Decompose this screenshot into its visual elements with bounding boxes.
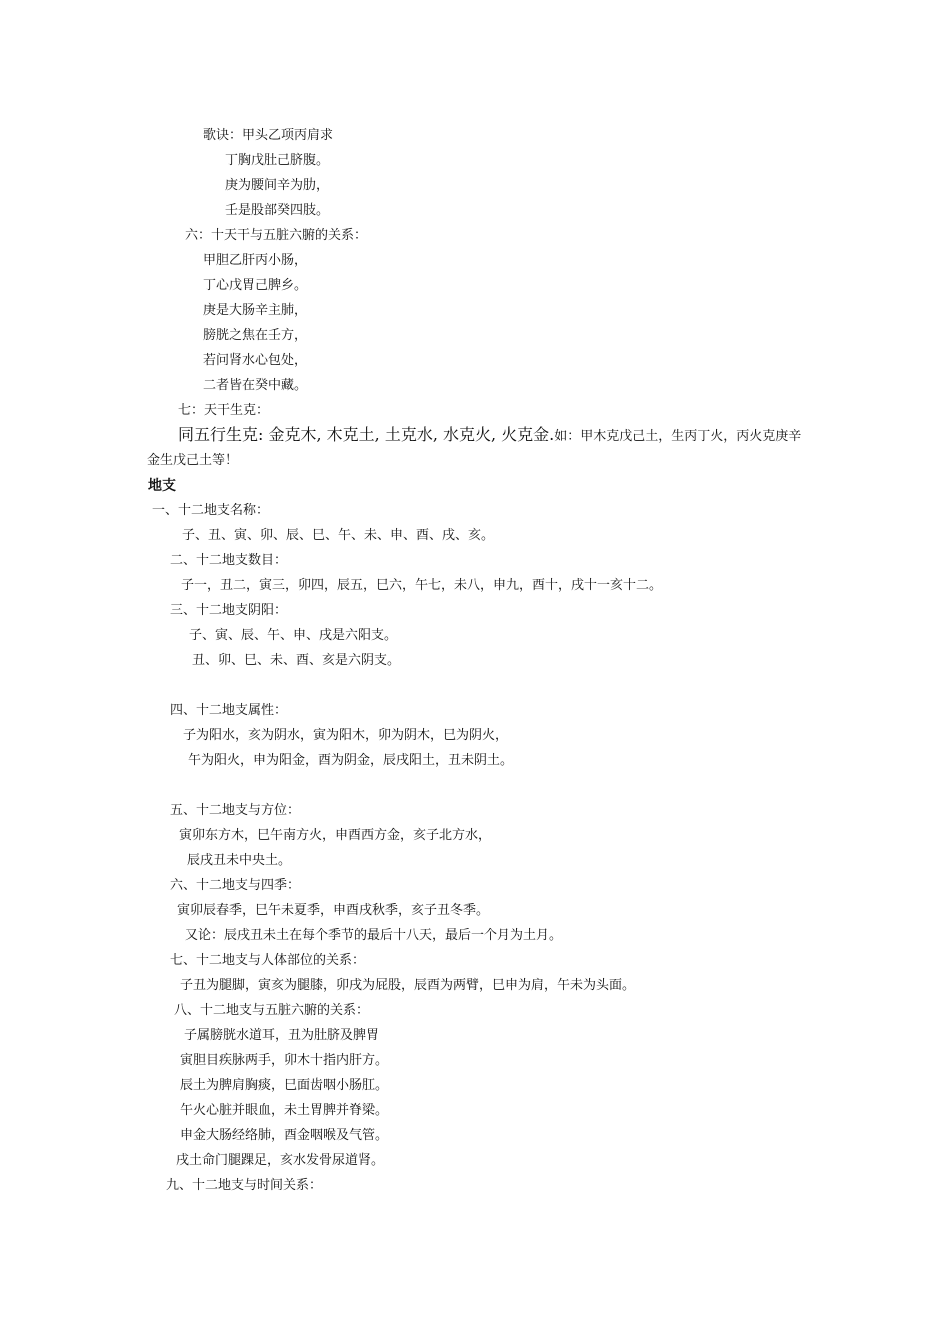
tiangan-s6-title: 六：十天干与五脏六腑的关系： <box>185 228 368 243</box>
koujue-line-4: 壬是股部癸四肢。 <box>225 203 330 218</box>
dizhi-s6-title: 六、十二地支与四季： <box>170 878 301 893</box>
dizhi-s3-line: 丑、卯、巳、未、酉、亥是六阴支。 <box>192 653 401 668</box>
dizhi-s7-line: 子丑为腿脚，寅亥为腿膝，卯戌为屁股，辰酉为两臂，巳申为肩，午未为头面。 <box>180 978 636 993</box>
dizhi-s4-line: 午为阳火，申为阳金，酉为阴金，辰戌阳土，丑未阴土。 <box>188 753 514 768</box>
koujue-line-3: 庚为腰间辛为肋， <box>225 178 330 193</box>
dizhi-s7-title: 七、十二地支与人体部位的关系： <box>170 953 366 968</box>
dizhi-s3-line: 子、寅、辰、午、申、戌是六阳支。 <box>189 628 398 643</box>
dizhi-s2-title: 二、十二地支数目： <box>170 553 288 568</box>
tiangan-s7-title: 七：天干生克： <box>178 403 270 418</box>
dizhi-s4-line: 子为阳水，亥为阴水，寅为阳木，卯为阴木，巳为阴火， <box>183 728 509 743</box>
tiangan-s6-line: 二者皆在癸中藏。 <box>203 378 308 393</box>
dizhi-s8-line: 申金大肠经络肺，酉金咽喉及气管。 <box>180 1128 389 1143</box>
wuxing-example-text: 如：甲木克戊己土，生丙丁火，丙火克庚辛 <box>554 429 802 444</box>
koujue-line-2: 丁胸戊肚己脐腹。 <box>225 153 330 168</box>
tiangan-s6-line: 丁心戊胃己脾乡。 <box>203 278 308 293</box>
dizhi-s8-line: 戌土命门腿踝足，亥水发骨尿道肾。 <box>176 1153 385 1168</box>
koujue-text-1: 甲头乙项丙肩求 <box>242 128 334 143</box>
dizhi-s8-line: 寅胆目疾脉两手，卯木十指内肝方。 <box>180 1053 389 1068</box>
dizhi-s6-line: 寅卯辰春季，巳午未夏季，申酉戌秋季，亥子丑冬季。 <box>177 903 490 918</box>
dizhi-s5-title: 五、十二地支与方位： <box>170 803 301 818</box>
dizhi-s1-title: 一、十二地支名称： <box>152 503 270 518</box>
dizhi-s3-title: 三、十二地支阴阳： <box>170 603 288 618</box>
dizhi-s8-line: 辰土为脾肩胸痰，巳面齿咽小肠肛。 <box>180 1078 389 1093</box>
tiangan-s6-line: 膀胱之焦在壬方， <box>203 328 308 343</box>
wuxing-shengke-text: 同五行生克: 金克木, 木克土, 土克水, 水克火, 火克金. <box>178 425 555 444</box>
dizhi-s2-line: 子一，丑二，寅三，卯四，辰五，巳六，午七，未八，申九，酉十，戌十一亥十二。 <box>181 578 663 593</box>
koujue-line-1 <box>203 127 333 145</box>
koujue-label: 歌诀： <box>203 128 243 143</box>
tiangan-s6-line: 若问肾水心包处， <box>203 353 308 368</box>
dizhi-s5-line: 辰戌丑未中央土。 <box>187 853 292 868</box>
dizhi-s6-line: 又论：辰戌丑未土在每个季节的最后十八天，最后一个月为土月。 <box>185 928 563 943</box>
dizhi-s8-line: 午火心脏并眼血，未土胃脾并脊梁。 <box>180 1103 389 1118</box>
dizhi-s1-line: 子、丑、寅、卯、辰、巳、午、未、申、酉、戌、亥。 <box>182 528 495 543</box>
tiangan-s6-line: 甲胆乙肝丙小肠， <box>203 253 308 268</box>
dizhi-s4-title: 四、十二地支属性： <box>170 703 288 718</box>
dizhi-s8-title: 八、十二地支与五脏六腑的关系： <box>174 1003 370 1018</box>
dizhi-heading: 地支 <box>148 478 176 494</box>
dizhi-s9-title: 九、十二地支与时间关系： <box>166 1178 323 1193</box>
tiangan-s7-line <box>178 426 801 446</box>
dizhi-s8-line: 子属膀胱水道耳，丑为肚脐及脾胃 <box>184 1028 380 1043</box>
tiangan-s7-continuation: 金生戊己土等！ <box>147 453 239 468</box>
tiangan-s6-line: 庚是大肠辛主肺， <box>203 303 308 318</box>
dizhi-s5-line: 寅卯东方木，巳午南方火，申酉西方金，亥子北方水， <box>179 828 492 843</box>
